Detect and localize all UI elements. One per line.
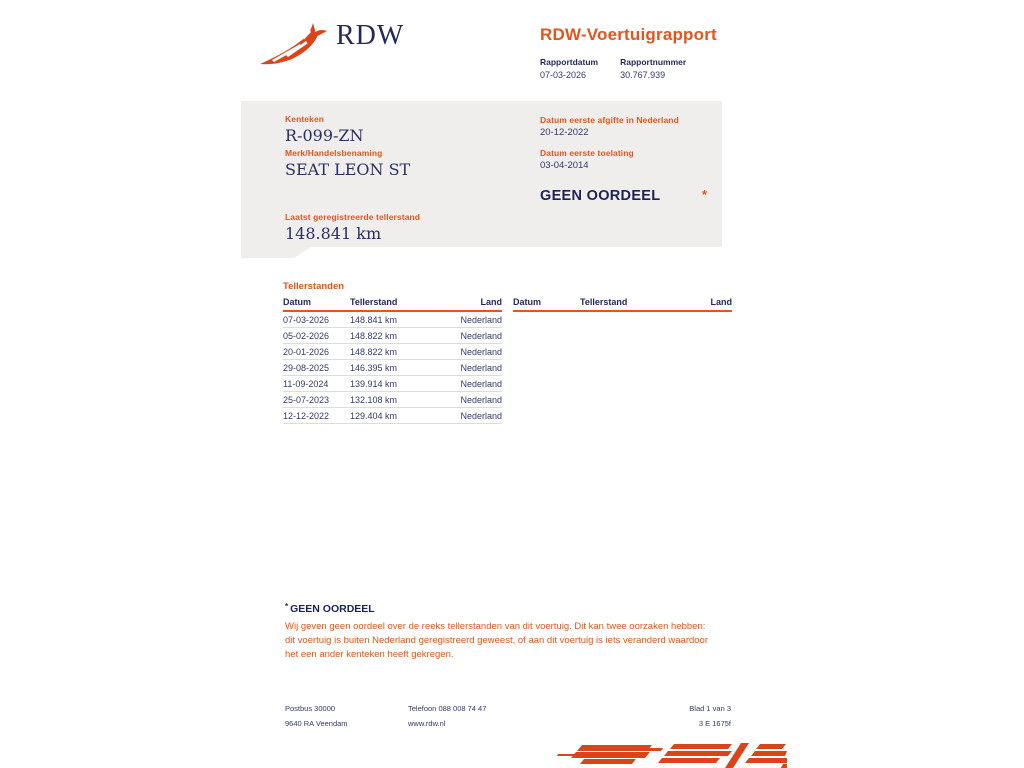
footer-website: www.rdw.nl: [408, 719, 446, 728]
header-tellerstand: Tellerstand: [580, 297, 628, 307]
rapportdatum-label: Rapportdatum: [540, 57, 599, 67]
kenteken-label: Kenteken: [285, 114, 325, 124]
table-row: [283, 360, 502, 376]
cell-tellerstand: 129.404 km: [350, 411, 398, 421]
table-header-row: [283, 297, 502, 312]
cell-tellerstand: 139.914 km: [350, 379, 398, 389]
footer-pageinfo: [600, 701, 731, 731]
meter-table-left: [283, 297, 502, 424]
footer-page-number: Blad 1 van 3: [689, 704, 731, 713]
eerste-afgifte-label: Datum eerste afgifte in Nederland: [540, 115, 679, 125]
rapportnummer-label: Rapportnummer: [620, 57, 687, 67]
merk-value: SEAT LEON ST: [285, 160, 411, 179]
cell-datum: 12-12-2022: [283, 411, 330, 421]
header-datum: Datum: [513, 297, 542, 307]
cell-datum: 29-08-2025: [283, 363, 330, 373]
oordeel-asterisk: *: [702, 187, 708, 202]
report-title: RDW-Voertuigrapport: [540, 25, 717, 44]
tellerstanden-section: [283, 281, 732, 424]
cell-tellerstand: 148.822 km: [350, 331, 398, 341]
cell-datum: 05-02-2026: [283, 331, 330, 341]
cell-tellerstand: 146.395 km: [350, 363, 398, 373]
footer-address-line2: 9640 RA Veendam: [285, 719, 348, 728]
table-row: [283, 392, 502, 408]
table-row: [283, 312, 502, 328]
header-datum: Datum: [283, 297, 312, 307]
laatste-tellerstand-value: 148.841 km: [285, 224, 382, 243]
oordeel-value: GEEN OORDEEL: [540, 188, 661, 204]
footer-contact: [408, 701, 486, 731]
cell-datum: 07-03-2026: [283, 315, 330, 325]
cell-land: Nederland: [460, 395, 502, 405]
tellerstanden-title: Tellerstanden: [283, 281, 345, 292]
header-tellerstand: Tellerstand: [350, 297, 398, 307]
footer-address: [285, 701, 348, 731]
rapportnummer-value: 30.767.939: [620, 70, 666, 80]
cell-land: Nederland: [460, 315, 502, 325]
footnote-asterisk: *: [285, 602, 289, 611]
footnote-heading-text: GEEN OORDEEL: [290, 603, 375, 615]
table-row: [283, 328, 502, 344]
eerste-toelating-label: Datum eerste toelating: [540, 148, 634, 158]
footnote-body: Wij geven geen oordeel over de reeks tellerstanden van dit voertuig. Dit kan twee oorzaken hebben: dit voertuig is buiten Nederland geregistreerd geweest, of aan dit voertuig is iets veranderd waardoor het een ander kenteken heeft gekregen.: [285, 621, 708, 660]
footer-address-line1: Postbus 30000: [285, 704, 336, 713]
summary-box-tail: [241, 247, 311, 258]
table-row: [283, 344, 502, 360]
kenteken-value: R-099-ZN: [285, 126, 364, 145]
footnote-heading: [285, 602, 709, 615]
cell-land: Nederland: [460, 379, 502, 389]
cell-land: Nederland: [460, 331, 502, 341]
footer-phone: Telefoon 088 008 74 47: [408, 704, 487, 713]
cell-tellerstand: 148.822 km: [350, 347, 398, 357]
eerste-toelating-value: 03-04-2014: [540, 160, 589, 171]
cell-land: Nederland: [460, 411, 502, 421]
report-meta: [540, 57, 686, 80]
laatste-tellerstand-label: Laatst geregistreerde tellerstand: [285, 212, 421, 222]
table-header-row: [513, 297, 732, 312]
table-row: [283, 376, 502, 392]
table-row: [283, 408, 502, 424]
eerste-afgifte-value: 20-12-2022: [540, 127, 589, 138]
merk-label: Merk/Handelsbenaming: [285, 148, 383, 158]
rdw-logo-wordmark: RDW: [336, 20, 405, 51]
rapportdatum-value: 07-03-2026: [540, 70, 587, 80]
header-land: Land: [710, 297, 732, 307]
cell-datum: 25-07-2023: [283, 395, 330, 405]
header-land: Land: [480, 297, 502, 307]
cell-land: Nederland: [460, 363, 502, 373]
rdw-stripes-graphic: [545, 741, 787, 768]
cell-tellerstand: 148.841 km: [350, 315, 398, 325]
rdw-logo-icon: [258, 18, 334, 66]
cell-datum: 20-01-2026: [283, 347, 330, 357]
footer-form-code: 3 E 1675f: [698, 719, 731, 728]
footnote: [285, 602, 709, 662]
cell-land: Nederland: [460, 347, 502, 357]
cell-datum: 11-09-2024: [283, 379, 329, 389]
vehicle-summary-box: [241, 101, 722, 247]
meter-table-right: [513, 297, 732, 424]
cell-tellerstand: 132.108 km: [350, 395, 398, 405]
